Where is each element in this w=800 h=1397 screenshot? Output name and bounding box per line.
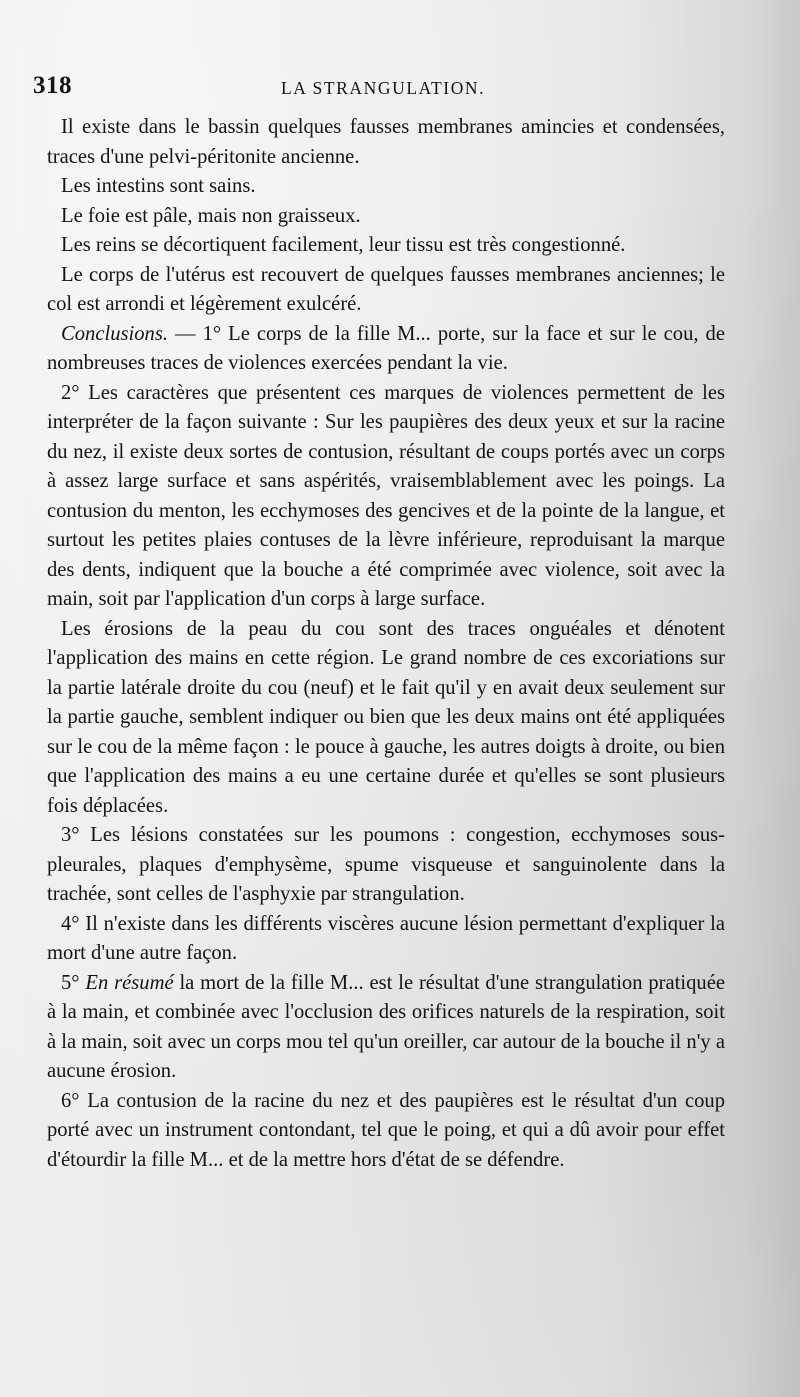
paragraph-text: Il existe dans le bassin quelques fausses membranes amincies et condensées, traces d'une pelvi-péritonite ancienne. — [47, 116, 725, 168]
page-number: 318 — [33, 72, 72, 99]
paragraph-text: Les reins se décortiquent facilement, leur tissu est très congestionné. — [61, 234, 626, 256]
paragraph — [47, 615, 725, 822]
paragraph-number: 5° — [61, 971, 86, 994]
summary-heading: En résumé — [85, 971, 174, 994]
paragraph-text: 3° Les lésions constatées sur les poumons : congestion, ecchymoses sous-pleurales, plaques d'emphysème, spume visqueuse et sanguinolente dans la trachée, sont celles de l'asphyxie par strangulation. — [47, 824, 725, 905]
paragraph-conclusions — [47, 320, 725, 379]
paragraph-text: Le foie est pâle, mais non graisseux. — [61, 204, 361, 227]
paragraph-text: Les intestins sont sains. — [61, 175, 256, 197]
paragraph — [47, 172, 725, 202]
paragraph — [47, 113, 725, 172]
page-header — [33, 72, 743, 106]
paragraph — [47, 231, 725, 261]
paragraph-text: — 1° Le corps de la fille M... porte, sur la face et sur le cou, de nombreuses traces de violences exercées pendant la vie. — [47, 322, 725, 374]
conclusions-heading: Conclusions. — [61, 322, 168, 345]
running-title: LA STRANGULATION. — [281, 78, 486, 98]
paragraph-text: 6° La contusion de la racine du nez et des paupières est le résultat d'un coup porté avec un instrument contondant, tel que le poing, et qui a dû avoir pour effet d'étourdir la fille M... et de la mettre hors d'état de se défendre. — [47, 1089, 725, 1171]
paragraph-text: Les érosions de la peau du cou sont des traces onguéales et dénotent l'application des mains en cette région. Le grand nombre de ces excoriations sur la partie latérale droite du cou (neuf) et le fait qu'il y en avait deux seulement sur la partie gauche, semblent indiquer ou bien que les deux mains ont été appliquées sur le cou de la même façon : le pouce à gauche, les autres doigts à droite, ou bien que l'application des mains a eu une certaine durée et qu'elles se sont plusieurs fois déplacées. — [47, 617, 725, 817]
paragraph — [47, 1087, 725, 1176]
paragraph-text: la mort de la fille M... est le résultat d'une strangulation pratiquée à la main, et combinée avec l'occlusion des orifices naturels de la respiration, soit à la main, soit avec un corps mou tel qu'un oreiller, car autour de la bouche il n'y a aucune érosion. — [47, 971, 725, 1082]
paragraph-text: 2° Les caractères que présentent ces marques de violences permettent de les interpréter de la façon suivante : Sur les paupières des deux yeux et sur la racine du nez, il existe deux sortes de contusion, résultant de coups portés avec un corps à assez large surface et sans aspérités, vraisemblablement avec les poings. La contusion du menton, les ecchymoses des gencives et de la pointe de la langue, et surtout les petites plaies contuses de la lèvre inférieure, reproduisant la marque des dents, indiquent que la bouche a été comprimée avec violence, soit avec la main, soit par l'application d'un corps à large surface. — [47, 381, 725, 610]
paragraph-text: 4° Il n'existe dans les différents viscères aucune lésion permettant d'expliquer la mort d'une autre façon. — [47, 912, 725, 964]
paragraph — [47, 910, 725, 969]
paragraph — [47, 379, 725, 615]
body-text — [47, 113, 725, 1175]
paragraph — [47, 261, 725, 320]
paragraph-summary — [47, 969, 725, 1087]
paragraph — [47, 202, 725, 232]
paragraph — [47, 821, 725, 910]
paragraph-text: Le corps de l'utérus est recouvert de quelques fausses membranes anciennes; le col est arrondi et légèrement exulcéré. — [47, 263, 725, 315]
